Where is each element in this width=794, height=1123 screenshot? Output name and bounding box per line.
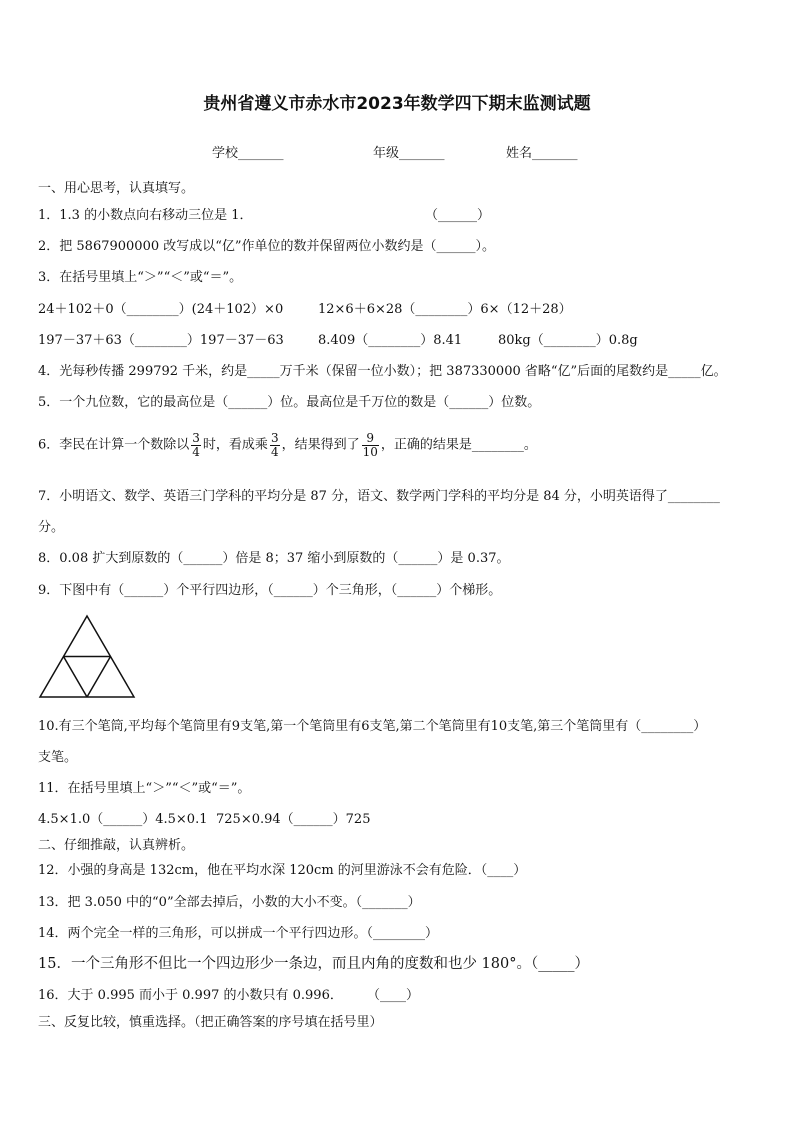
triangle-figure bbox=[38, 614, 136, 700]
question-11-item-b: 725×0.94（______）725 bbox=[216, 812, 371, 827]
question-1: 1．1.3 的小数点向右移动三位是 1． bbox=[38, 208, 253, 223]
question-6 bbox=[38, 432, 537, 458]
section-1-heading: 一、用心思考，认真填写。 bbox=[38, 181, 195, 196]
question-3-item-a: 24＋102＋0（________）(24＋102）×0 bbox=[38, 302, 284, 317]
left-inner-edge bbox=[64, 657, 88, 698]
question-5: 5．一个九位数，它的最高位是（______）位。最高位是千万位的数是（______）位数。 bbox=[38, 395, 541, 410]
question-3-item-c: 197－37＋63（________）197－37－63 bbox=[38, 333, 284, 348]
fraction-nine-tenths bbox=[362, 432, 379, 458]
school-field: 学校_______ bbox=[212, 146, 284, 161]
question-8: 8．0.08 扩大到原数的（______）倍是 8；37 缩小到原数的（______）是 0.37。 bbox=[38, 551, 510, 566]
fraction-three-quarters bbox=[191, 432, 201, 458]
question-6-part-3: ，结果得到了 bbox=[281, 437, 360, 453]
question-10-line-1: 10.有三个笔筒,平均每个笔筒里有9支笔,第一个笔筒里有6支笔,第二个笔筒里有10支笔,第三个笔筒里有（________） bbox=[38, 719, 707, 734]
question-1-blank: （______） bbox=[425, 208, 491, 223]
question-2: 2．把 5867900000 改写成以“亿”作单位的数并保留两位小数约是（______）。 bbox=[38, 239, 496, 254]
fraction-numerator: 3 bbox=[192, 431, 200, 445]
question-11-item-a: 4.5×1.0（______）4.5×0.1 bbox=[38, 812, 208, 827]
question-16-blank: （____） bbox=[367, 988, 420, 1003]
fraction-denominator: 10 bbox=[362, 444, 378, 459]
section-3-heading: 三、反复比较，慎重选择。（把正确答案的序号填在括号里） bbox=[38, 1015, 383, 1030]
question-3: 3．在括号里填上“＞”“＜”或“＝”。 bbox=[38, 270, 243, 285]
fraction-denominator: 4 bbox=[270, 444, 279, 459]
question-4: 4．光每秒传播 299792 千米，约是_____万千米（保留一位小数）；把 387330000 省略“亿”后面的尾数约是_____亿。 bbox=[38, 364, 727, 379]
question-3-item-b: 12×6＋6×28（________）6×（12＋28） bbox=[318, 302, 572, 317]
question-14: 14．两个完全一样的三角形，可以拼成一个平行四边形。（________） bbox=[38, 926, 439, 941]
name-field: 姓名_______ bbox=[506, 146, 578, 161]
question-3-item-d: 8.409（________）8.41 bbox=[318, 333, 463, 348]
question-3-item-e: 80kg（________）0.8g bbox=[498, 333, 638, 348]
grade-field: 年级_______ bbox=[373, 146, 445, 161]
page-title: 贵州省遵义市赤水市2023年数学四下期末监测试题 bbox=[203, 94, 591, 114]
question-6-part-4: ，正确的结果是________。 bbox=[380, 437, 537, 453]
section-2-heading: 二、仔细推敲，认真辨析。 bbox=[38, 838, 195, 853]
question-16: 16．大于 0.995 而小于 0.997 的小数只有 0.996． bbox=[38, 988, 343, 1003]
question-13: 13．把 3.050 中的“0”全部去掉后，小数的大小不变。（_______） bbox=[38, 895, 421, 910]
question-12: 12．小强的身高是 132cm，他在平均水深 120cm 的河里游泳不会有危险．（____） bbox=[38, 863, 527, 878]
question-6-part-1: 6．李民在计算一个数除以 bbox=[38, 437, 190, 453]
fraction-numerator: 9 bbox=[362, 432, 379, 446]
question-10-line-2: 支笔。 bbox=[38, 750, 78, 765]
question-7-line-1: 7．小明语文、数学、英语三门学科的平均分是 87 分，语文、数学两门学科的平均分是 84 分，小明英语得了________ bbox=[38, 489, 720, 504]
question-6-part-2: 时，看成乘 bbox=[202, 437, 268, 453]
right-inner-edge bbox=[87, 657, 111, 698]
fraction-three-quarters-2 bbox=[270, 432, 280, 458]
question-11: 11．在括号里填上“＞”“＜”或“＝”。 bbox=[38, 781, 251, 796]
question-9: 9．下图中有（______）个平行四边形，（______）个三角形，（______）个梯形。 bbox=[38, 583, 502, 598]
fraction-denominator: 4 bbox=[192, 444, 200, 459]
question-15: 15．一个三角形不但比一个四边形少一条边，而且内角的度数和也少 180°。（_____） bbox=[38, 956, 589, 972]
question-7-line-2: 分。 bbox=[38, 520, 65, 535]
fraction-numerator: 3 bbox=[270, 431, 279, 445]
